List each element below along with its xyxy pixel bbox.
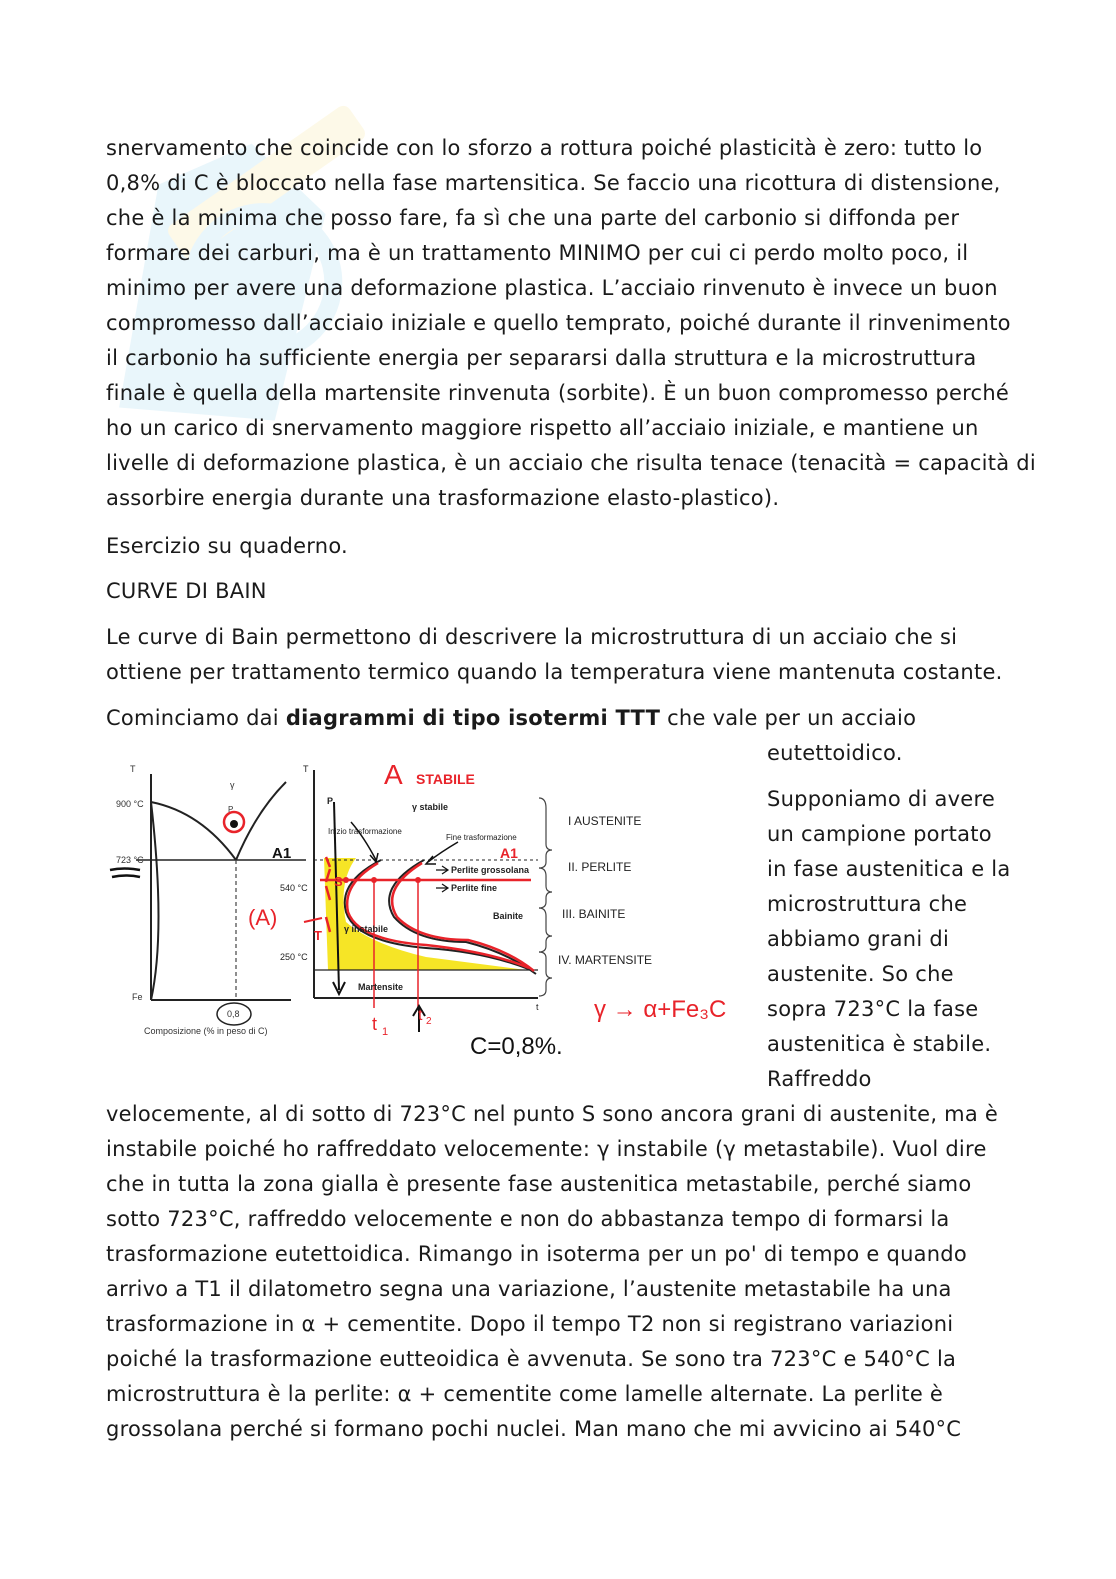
t1-dot xyxy=(371,877,377,883)
phase-temp-723: 723 °C xyxy=(116,855,144,865)
paragraph-ttt-intro xyxy=(106,701,916,736)
ttt-figure xyxy=(106,752,746,1062)
zone-labels xyxy=(558,814,652,967)
annotation-a1-left: A1 xyxy=(272,845,292,862)
zone-austenite: I AUSTENITE xyxy=(568,814,642,828)
text-line: arrivo a T1 il dilatometro segna una variazione, l’austenite metastabile ha una xyxy=(106,1277,952,1301)
phase-labels xyxy=(116,764,268,1036)
text-run: Cominciamo dai xyxy=(106,706,286,730)
ttt-labels xyxy=(280,764,539,1012)
ttt-axis-time: t xyxy=(536,1002,539,1012)
text-line: austenitica è stabile. xyxy=(767,1032,992,1056)
annotation-stabile: STABILE xyxy=(416,771,475,787)
annotation-carbon: C=0,8%. xyxy=(470,1033,563,1060)
text-line: che in tutta la zona gialla è presente fase austenitica metastabile, perché siamo xyxy=(106,1172,972,1196)
text-line: instabile poiché ho raffreddato velocemente: γ instabile (γ metastabile). Vuol dire xyxy=(106,1137,987,1161)
text-line: ho un carico di snervamento maggiore rispetto all’acciaio iniziale, e mantiene un xyxy=(106,416,979,440)
text-line: microstruttura è la perlite: α + cementite come lamelle alternate. La perlite è xyxy=(106,1382,944,1406)
text-line: sotto 723°C, raffreddo velocemente e non do abbastanza tempo di formarsi la xyxy=(106,1207,950,1231)
phase-temp-900: 900 °C xyxy=(116,799,144,809)
annotation-t2: t xyxy=(418,1007,423,1024)
zone-bainite: III. BAINITE xyxy=(562,907,626,921)
annotation-a-big: A xyxy=(384,759,403,790)
ttt-figure-svg xyxy=(106,752,746,1062)
paragraph-bain xyxy=(106,620,1003,690)
zone-martensite: IV. MARTENSITE xyxy=(558,953,653,967)
text-line: Le curve di Bain permettono di descrivere la microstruttura di un acciaio che si xyxy=(106,625,958,649)
annotation-t2-sub: 2 xyxy=(426,1016,432,1027)
section-heading: CURVE DI BAIN xyxy=(106,579,267,603)
ttt-gamma-instabile: γ instabile xyxy=(344,924,389,934)
annotation-a1-right: A1 xyxy=(500,845,518,861)
ttt-fine: Fine trasformazione xyxy=(446,833,517,842)
text-line: livelle di deformazione plastica, è un acciaio che risulta tenace (tenacità = capacità di xyxy=(106,451,1036,475)
text-line: che è la minima che posso fare, fa sì che una parte del carbonio si diffonda per xyxy=(106,206,960,230)
text-line: minimo per avere una deformazione plastica. L’acciaio rinvenuto è invece un buon xyxy=(106,276,998,300)
text-line: velocemente, al di sotto di 723°C nel punto S sono ancora grani di austenite, ma è xyxy=(106,1102,999,1126)
text-line: snervamento che coincide con lo sforzo a rottura poiché plasticità è zero: tutto lo xyxy=(106,136,983,160)
ttt-perlite-fine: Perlite fine xyxy=(451,883,498,893)
paragraph-explanation xyxy=(106,1097,998,1447)
text-line: 0,8% di C è bloccato nella fase martensitica. Se faccio una ricottura di distensione, xyxy=(106,171,1001,195)
text-continuation: eutettoidico. xyxy=(767,741,903,765)
text-line: assorbire energia durante una trasformazione elasto-plastico). xyxy=(106,486,780,510)
ttt-temp-540: 540 °C xyxy=(280,883,308,893)
phase-point-p: P xyxy=(228,805,234,814)
text-run: che vale per un acciaio xyxy=(660,706,917,730)
phase-curve-left xyxy=(151,802,236,860)
phase-curve-lower xyxy=(151,802,159,1000)
point-p-dot xyxy=(230,820,238,828)
text-line: Supponiamo di avere xyxy=(767,787,996,811)
annotation-t1: t xyxy=(372,1014,378,1034)
ttt-gamma-stabile: γ stabile xyxy=(412,802,449,812)
phase-fe: Fe xyxy=(132,992,143,1002)
point-s-dot xyxy=(343,877,349,883)
ttt-point-p: P xyxy=(327,796,334,806)
side-text xyxy=(767,782,1011,1097)
exercise-note: Esercizio su quaderno. xyxy=(106,534,348,558)
zone-brackets xyxy=(539,798,552,996)
text-line: un campione portato xyxy=(767,822,992,846)
point-t-label: T xyxy=(314,928,322,943)
paragraph-intro xyxy=(106,131,1036,516)
text-line: finale è quella della martensite rinvenuta (sorbite). È un buon compromesso perché xyxy=(106,381,1010,405)
text-line: microstruttura che xyxy=(767,892,968,916)
text-line: sopra 723°C la fase xyxy=(767,997,979,1021)
annotation-t1-sub: 1 xyxy=(382,1026,389,1038)
text-line: in fase austenitica e la xyxy=(767,857,1011,881)
text-line: compromesso dall’acciaio iniziale e quello temprato, poiché durante il rinvenimento xyxy=(106,311,1011,335)
ttt-perlite-grossolana: Perlite grossolana xyxy=(451,865,530,875)
annotation-a-paren: (A) xyxy=(248,905,278,930)
text-line: grossolana perché si formano pochi nuclei. Man mano che mi avvicino ai 540°C xyxy=(106,1417,962,1441)
ttt-bainite: Bainite xyxy=(493,911,524,921)
zone-perlite: II. PERLITE xyxy=(568,860,632,874)
text-line: Raffreddo xyxy=(767,1067,872,1091)
text-line: formare dei carburi, ma è un trattamento MINIMO per cui ci perdo molto poco, il xyxy=(106,241,969,265)
phase-axis-t: T xyxy=(130,764,136,774)
phase-xlabel: Composizione (% in peso di C) xyxy=(144,1026,268,1036)
annotation-reaction: γ → α+Fe₃C xyxy=(594,996,727,1023)
ttt-temp-250: 250 °C xyxy=(280,952,308,962)
text-line: ottiene per trattamento termico quando la temperatura viene mantenuta costante. xyxy=(106,660,1003,684)
phase-comp-value: 0,8 xyxy=(227,1009,240,1019)
bold-term: diagrammi di tipo isotermi TTT xyxy=(285,706,661,730)
text-line: poiché la trasformazione eutteoidica è avvenuta. Se sono tra 723°C e 540°C la xyxy=(106,1347,957,1371)
ttt-martensite: Martensite xyxy=(358,982,404,992)
underline-mark xyxy=(110,869,140,878)
handwritten-annotations xyxy=(248,759,726,1038)
text-line: trasformazione in α + cementite. Dopo il tempo T2 non si registrano variazioni xyxy=(106,1312,954,1336)
text-line: trasformazione eutettoidica. Rimango in isoterma per un po' di tempo e quando xyxy=(106,1242,967,1266)
ttt-axis-t: T xyxy=(303,764,309,774)
text-line: austenite. So che xyxy=(767,962,954,986)
point-s-label: S xyxy=(334,874,343,889)
t2-dot xyxy=(415,877,421,883)
text-line: abbiamo grani di xyxy=(767,927,950,951)
phase-gamma: γ xyxy=(230,780,235,790)
fine-pointer xyxy=(426,842,458,864)
text-line: il carbonio ha sufficiente energia per separarsi dalla struttura e la microstruttura xyxy=(106,346,977,370)
ttt-inizio: Inizio trasformazione xyxy=(328,827,402,836)
